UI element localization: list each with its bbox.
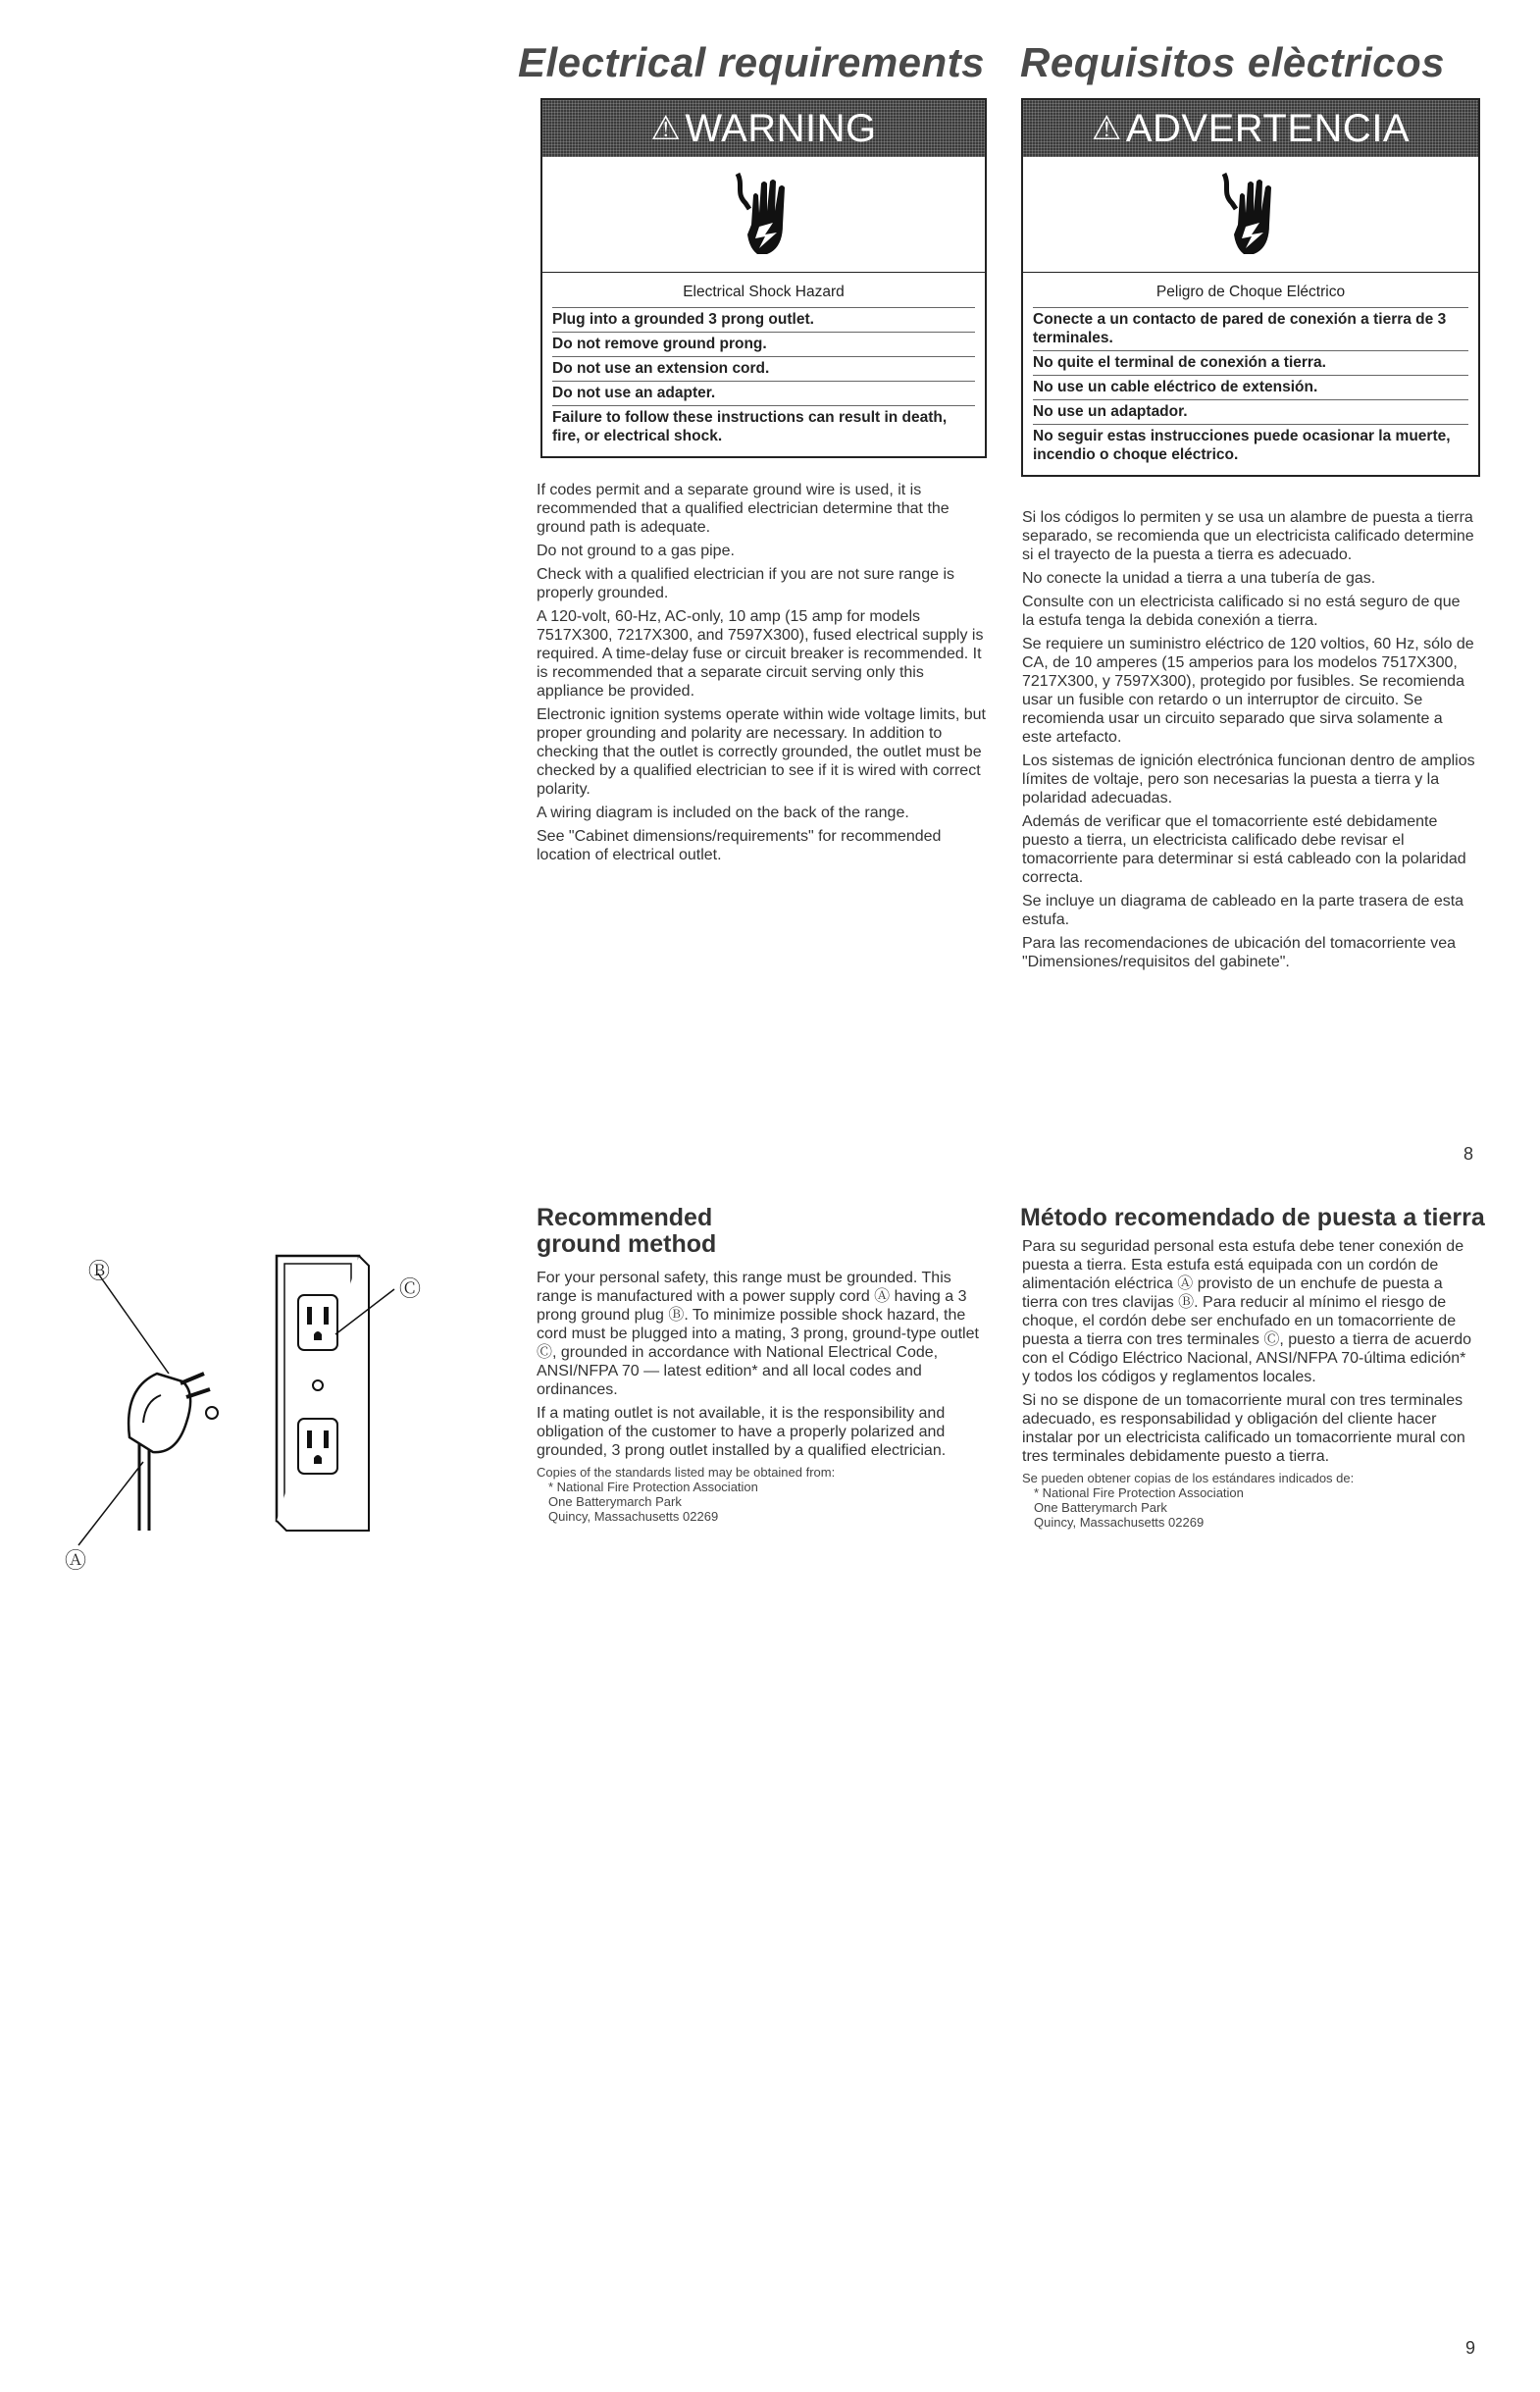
page-title-en: Electrical requirements	[518, 39, 986, 85]
paragraph: Si los códigos lo permiten y se usa un alambre de puesta a tierra separado, se recomienda que un electricista calificado determine si el trayecto de la puesta a tierra es adecuado.	[1022, 509, 1474, 563]
section-body-en	[537, 1269, 988, 1524]
paragraph: Además de verificar que el tomacorriente esté debidamente puesto a tierra, un electricista calificado debe revisar el tomacorriente para determinar si está cableado con la polaridad correcta.	[1022, 813, 1466, 886]
warning-line: No seguir estas instrucciones puede ocasionar la muerte, incendio o choque eléctrico.	[1033, 424, 1468, 467]
copies-note: Se pueden obtener copias de los estándares indicados de:	[1022, 1471, 1355, 1485]
shock-hazard-icon	[1023, 157, 1478, 273]
diagram-label-b: Ⓑ	[88, 1259, 111, 1283]
paragraph: Para su seguridad personal esta estufa debe tener conexión de puesta a tierra. Esta estufa está equipada con un cordón de alimentación eléctrica Ⓐ provisto de un enchufe de puesta a tierra con tres clavijas Ⓑ. Para reducir al mínimo el riesgo de choque, el cordón debe ser enchufado en un tomacorriente de puesta a tierra con tres terminales Ⓒ, puesto a tierra de acuerdo con el Código Eléctrico Nacional, ANSI/NFPA 70-última edición* y todos los códigos y reglamentos locales.	[1022, 1238, 1472, 1385]
shock-hazard-icon	[542, 157, 985, 273]
hazard-title: Peligro de Choque Eléctrico	[1155, 284, 1346, 300]
paragraph: A 120-volt, 60-Hz, AC-only, 10 amp (15 amp for models 7517X300, 7217X300, and 7597X300), fused electrical supply is required. A time-delay fuse or circuit breaker is recommended. It is recommended that a separate circuit serving only this appliance be provided.	[537, 608, 984, 700]
warning-box-es	[1021, 98, 1480, 477]
warning-line: No use un cable eléctrico de extensión.	[1033, 375, 1468, 399]
warning-banner	[542, 100, 985, 157]
warning-banner	[1023, 100, 1478, 157]
warning-triangle-icon: ⚠	[1091, 110, 1122, 147]
page-title-es: Requisitos elèctricos	[1020, 39, 1445, 85]
warning-banner-label: ADVERTENCIA	[1125, 106, 1411, 150]
warning-line: No quite el terminal de conexión a tierra.	[1033, 350, 1468, 375]
body-text-en	[537, 481, 990, 869]
address-line: One Batterymarch Park	[548, 1494, 682, 1509]
paragraph: Para las recomendaciones de ubicación del tomacorriente vea "Dimensiones/requisitos del gabinete".	[1022, 935, 1457, 970]
warning-box-en	[540, 98, 987, 458]
address-line: Quincy, Massachusetts 02269	[1034, 1515, 1205, 1530]
page-number: 9	[1465, 2338, 1476, 2358]
paragraph: Check with a qualified electrician if you are not sure range is properly grounded.	[537, 566, 954, 601]
address-line: * National Fire Protection Association	[1034, 1485, 1244, 1500]
grounding-diagram	[59, 1226, 451, 1599]
paragraph: Se incluye un diagrama de cableado en la parte trasera de esta estufa.	[1022, 893, 1464, 928]
warning-line: Do not use an adapter.	[552, 381, 975, 405]
paragraph: See "Cabinet dimensions/requirements" for recommended location of electrical outlet.	[537, 828, 942, 863]
paragraph: A wiring diagram is included on the back of the range.	[537, 805, 909, 821]
section-body-es	[1022, 1237, 1475, 1530]
paragraph: Do not ground to a gas pipe.	[537, 543, 735, 559]
warning-line: No use un adaptador.	[1033, 399, 1468, 424]
paragraph: If codes permit and a separate ground wire is used, it is recommended that a qualified electrician determine that the ground path is adequate.	[537, 482, 950, 536]
warning-line: Plug into a grounded 3 prong outlet.	[552, 307, 975, 332]
address-line: Quincy, Massachusetts 02269	[548, 1509, 719, 1524]
page-number: 8	[1463, 1144, 1474, 1164]
paragraph: No conecte la unidad a tierra a una tubería de gas.	[1022, 570, 1376, 587]
warning-line: Conecte a un contacto de pared de conexión a tierra de 3 terminales.	[1033, 307, 1468, 350]
address-line: One Batterymarch Park	[1034, 1500, 1167, 1515]
paragraph: Se requiere un suministro eléctrico de 120 voltios, 60 Hz, sólo de CA, de 10 amperes (15 amperios para los modelos 7517X300, 7217X300, y 7597X300), protegido por fusibles. Se recomienda usar un fusible con retardo o un interruptor de circuito. Se recomienda usar un circuito separado que sirva solamente a este artefacto.	[1022, 636, 1474, 746]
section-heading-en: Recommended ground method	[537, 1204, 717, 1258]
paragraph: For your personal safety, this range must be grounded. This range is manufactured with a power supply cord Ⓐ having a 3 prong ground plug Ⓑ. To minimize possible shock hazard, the cord must be plugged into a mating, 3 prong, ground-type outlet Ⓒ, grounded in accordance with National Electrical Code, ANSI/NFPA 70 — latest edition* and all local codes and ordinances.	[537, 1270, 979, 1398]
warning-triangle-icon: ⚠	[650, 110, 682, 147]
hazard-title: Electrical Shock Hazard	[683, 284, 845, 300]
paragraph: Si no se dispone de un tomacorriente mural con tres terminales adecuado, es responsabilidad y obligación del cliente hacer instalar por un electricista calificado un tomacorriente mural con tres terminales debidamente puesto a tierra.	[1022, 1392, 1465, 1465]
warning-banner-label: WARNING	[685, 106, 877, 150]
warning-line: Do not remove ground prong.	[552, 332, 975, 356]
warning-line: Do not use an extension cord.	[552, 356, 975, 381]
paragraph: If a mating outlet is not available, it is the responsibility and obligation of the customer to have a properly polarized and grounded, 3 prong outlet installed by a qualified electrician.	[537, 1405, 947, 1459]
paragraph: Electronic ignition systems operate within wide voltage limits, but proper grounding and polarity are necessary. In addition to checking that the outlet is correctly grounded, the outlet must be checked by a qualified electrician to see if it is wired with correct polarity.	[537, 706, 986, 798]
diagram-label-c: Ⓒ	[399, 1276, 422, 1301]
paragraph: Los sistemas de ignición electrónica funcionan dentro de amplios límites de voltaje, pero son necesarias la puesta a tierra y la polaridad adecuadas.	[1022, 753, 1475, 806]
section-heading-es: Método recomendado de puesta a tierra	[1020, 1204, 1485, 1231]
address-line: * National Fire Protection Association	[548, 1480, 758, 1494]
body-text-es	[1022, 508, 1475, 976]
copies-note: Copies of the standards listed may be obtained from:	[537, 1465, 836, 1480]
warning-line: Failure to follow these instructions can result in death, fire, or electrical shock.	[552, 405, 975, 448]
paragraph: Consulte con un electricista calificado si no está seguro de que la estufa tenga la debida conexión a tierra.	[1022, 594, 1461, 629]
diagram-label-a: Ⓐ	[65, 1548, 87, 1573]
